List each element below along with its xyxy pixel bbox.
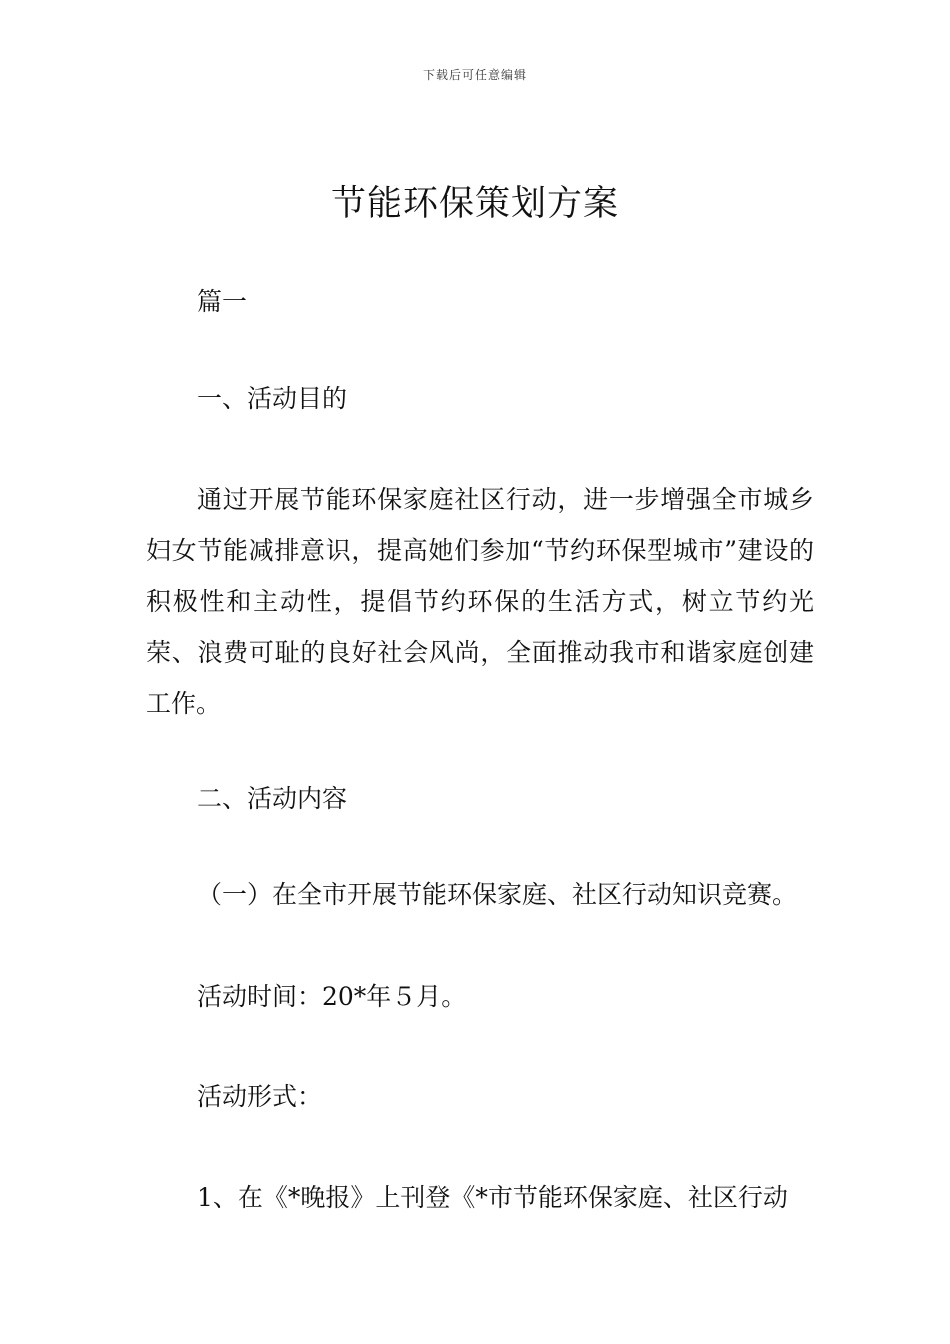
activity-time: 活动时间：20*年５月。 (197, 982, 467, 1011)
header-note: 下载后可任意编辑 (422, 68, 527, 82)
section-heading-purpose: 一、活动目的 (197, 384, 348, 413)
activity-form-label: 活动形式： (197, 1082, 323, 1111)
purpose-paragraph: 通过开展节能环保家庭社区行动，进一步增强全市城乡妇女节能减排意识，提高她们参加“节约环保型城市”建设的积极性和主动性，提倡节约环保的生活方式，树立节约光荣、浪费可耻的良好社会风尚，全面推动我市和谐家庭创建工作。 (146, 485, 814, 718)
content-item-1: （一）在全市开展节能环保家庭、社区行动知识竞赛。 (197, 880, 798, 909)
section-heading-content: 二、活动内容 (197, 784, 348, 813)
activity-form-item-1: 1、在《*晚报》上刊登《*市节能环保家庭、社区行动 (197, 1183, 788, 1212)
document-title: 节能环保策划方案 (330, 184, 619, 224)
part-label: 篇一 (197, 287, 248, 316)
